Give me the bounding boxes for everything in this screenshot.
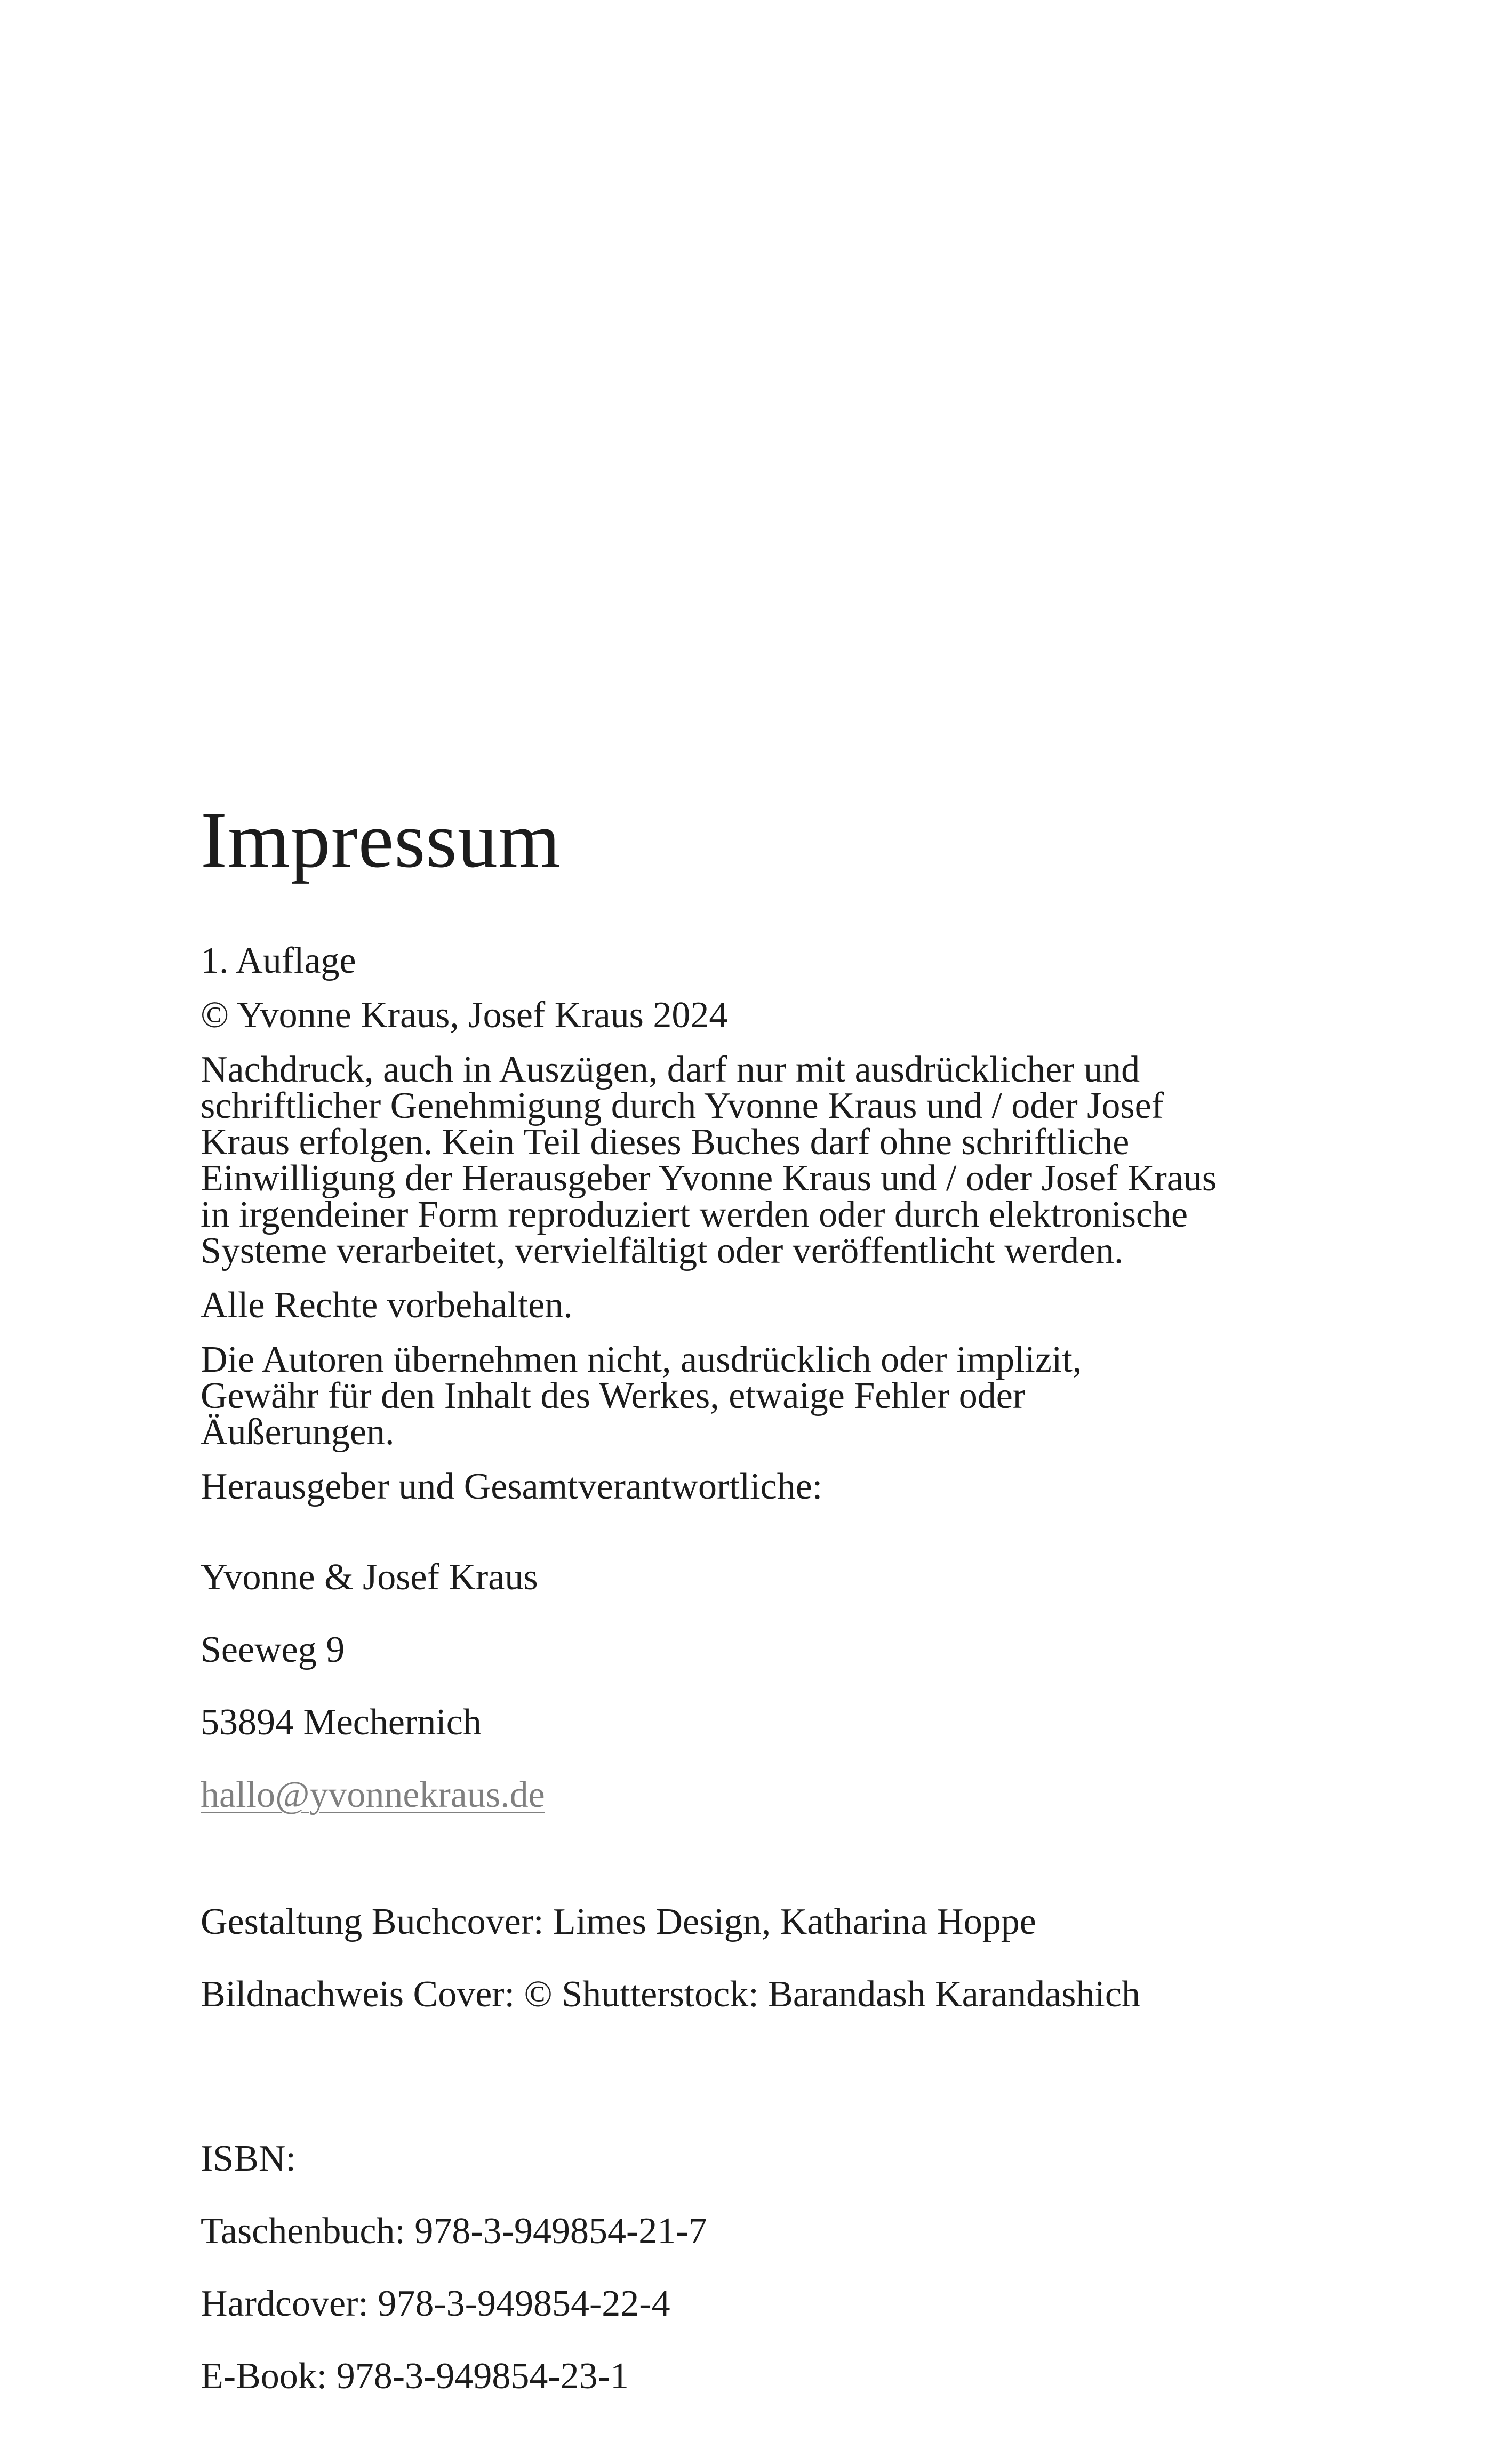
cover-design-credit: Gestaltung Buchcover: Limes Design, Katharina Hoppe	[201, 1901, 1036, 1942]
reprint-notice: Nachdruck, auch in Auszügen, darf nur mit ausdrücklicher und schriftlicher Genehmigung durch Yvonne Kraus und / oder Josef Kraus erfolgen. Kein Teil dieses Buches darf ohne schriftliche Einwilligung der Herausgeber Yvonne Kraus und / oder Josef Kraus in irgendeiner Form reproduziert werden oder durch elektronische Systeme verarbeitet, vervielfältigt oder veröffentlicht werden.	[201, 1049, 1217, 1271]
edition-text: 1. Auflage	[201, 940, 356, 981]
isbn-label: ISBN:	[201, 2138, 296, 2179]
isbn-block	[201, 2104, 1321, 2431]
copyright-text: © Yvonne Kraus, Josef Kraus 2024	[201, 995, 728, 1036]
publisher-email-link[interactable]: hallo@yvonnekraus.de	[201, 1774, 545, 1815]
publisher-name: Yvonne & Josef Kraus	[201, 1557, 538, 1598]
publisher-street: Seeweg 9	[201, 1629, 345, 1670]
rights-text: Alle Rechte vorbehalten.	[201, 1285, 573, 1326]
isbn-hardcover: Hardcover: 978-3-949854-22-4	[201, 2283, 670, 2324]
publisher-address	[201, 1523, 1321, 1850]
publisher-city: 53894 Mechernich	[201, 1702, 482, 1743]
cover-credits	[201, 1868, 1321, 2049]
disclaimer-text: Die Autoren übernehmen nicht, ausdrücklich oder implizit, Gewähr für den Inhalt des Werkes, etwaige Fehler oder Äußerungen.	[201, 1339, 1082, 1453]
publisher-heading: Herausgeber und Gesamtverantwortliche:	[201, 1466, 823, 1507]
impressum-page	[201, 796, 1321, 2449]
isbn-ebook: E-Book: 978-3-949854-23-1	[201, 2356, 629, 2397]
cover-image-credit: Bildnachweis Cover: © Shutterstock: Barandash Karandashich	[201, 1974, 1140, 2015]
isbn-paperback: Taschenbuch: 978-3-949854-21-7	[201, 2211, 707, 2252]
page-title: Impressum	[201, 796, 561, 884]
